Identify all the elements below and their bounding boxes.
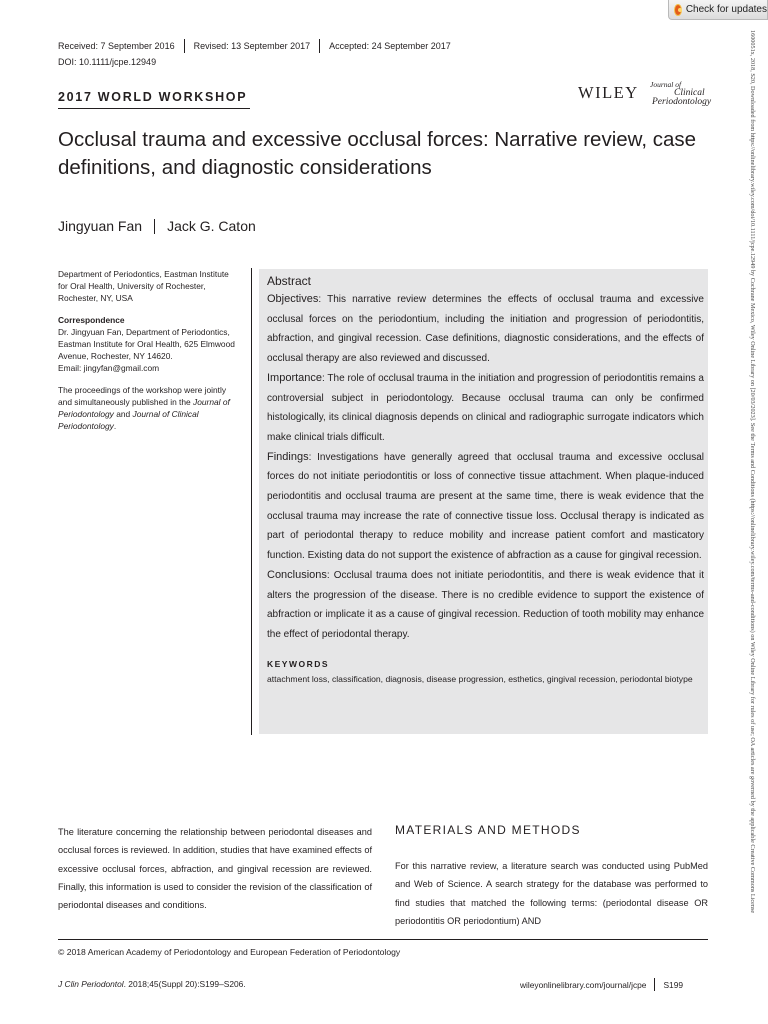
journal-website-link[interactable]: wileyonlinelibrary.com/journal/jcpe — [520, 979, 647, 990]
author-divider — [154, 219, 155, 234]
section-underline — [58, 108, 250, 109]
keywords: attachment loss, classification, diagnosis, disease progression, esthetics, gingival recession, periodontal biotype — [267, 673, 693, 684]
received-date: Received: 7 September 2016 — [58, 41, 175, 51]
department: Department of Periodontics, Eastman Institute for Oral Health, University of Rochester, Rochester, NY, USA — [58, 269, 229, 304]
abstract-conclusions: Conclusions: Occlusal trauma does not initiate periodontitis, and there is weak evidence that it alters the progression of the disease. There is no credible evidence to support the existence of abfraction or implicate it as a cause of gingival recession. Reduction of tooth mobility may enhance the effect of periodontal therapy. — [267, 568, 704, 640]
author-list — [58, 218, 256, 234]
abstract-box — [259, 269, 708, 734]
footer-site — [520, 978, 683, 991]
correspondence-label: Correspondence — [58, 314, 125, 325]
section-label: 2017 WORLD WORKSHOP — [58, 90, 248, 104]
crossmark-icon — [674, 4, 682, 16]
accepted-date: Accepted: 24 September 2017 — [329, 41, 451, 51]
publisher-logo: WILEY — [578, 83, 639, 102]
footer-divider — [654, 978, 655, 991]
date-divider — [184, 39, 185, 53]
check-for-updates-label: Check for updates — [685, 4, 767, 15]
abstract-importance: Importance: The role of occlusal trauma in the initiation and progression of periodontitis remains a controversial subject in periodontology. Because occlusal trauma can only be confirmed histologically, its clinical diagnosis depends on clinical and radiographic surrogate indicators which make clinical trials difficult. — [267, 371, 704, 443]
intro-paragraph: The literature concerning the relationship between periodontal diseases and occlusal forces is reviewed. In addition, studies that have examined effects of excessive occlusal forces, abfraction, and gingival recession are reviewed. Finally, this information is used to consider the revision of the classification of periodontal diseases and conditions. — [58, 827, 372, 911]
affiliation-column — [58, 268, 240, 441]
footer-rule — [58, 939, 708, 940]
check-for-updates-button[interactable] — [668, 0, 768, 20]
author-name[interactable]: Jack G. Caton — [167, 218, 256, 234]
download-notice: 1600051x, 2018, S20, Downloaded from https://onlinelibrary.wiley.com/doi/10.1111/jcpe.12949 by Cochrane Mexico, Wiley Online Library on [20/03/2023]. See the Terms and Conditions (https://onlinelibrary.wiley.com/terms-and-conditions) on Wiley Online Library for rules of use; OA articles are governed by the applicable Creative Commons License — [749, 30, 756, 914]
doi[interactable]: DOI: 10.1111/jcpe.12949 — [58, 57, 157, 67]
correspondence-address: Dr. Jingyuan Fan, Department of Periodontics, Eastman Institute for Oral Health, 625 Elmwood Avenue, Rochester, NY 14620. — [58, 326, 235, 362]
article-title: Occlusal trauma and excessive occlusal forces: Narrative review, case definitions, and diagnostic considerations — [58, 128, 697, 179]
abstract-heading: Abstract — [267, 274, 312, 288]
column-divider — [251, 268, 252, 735]
page-number: S199 — [663, 979, 684, 990]
copyright: © 2018 American Academy of Periodontology and European Federation of Periodontology — [58, 947, 401, 957]
article-dates — [58, 39, 451, 53]
date-divider — [319, 39, 320, 53]
revised-date: Revised: 13 September 2017 — [193, 41, 311, 51]
author-name[interactable]: Jingyuan Fan — [58, 218, 143, 234]
citation: J Clin Periodontol. 2018;45(Suppl 20):S199–S206. — [58, 979, 246, 989]
journal-logo: Journal of Clinical Periodontology — [650, 80, 712, 107]
abstract-findings: Findings: Investigations have generally agreed that occlusal trauma and excessive occlusal forces do not initiate periodontitis or loss of connective tissue attachment. When plaque-induced periodontitis and occlusal trauma are present at the same time, there is weak evidence that the occlusal trauma may increase the rate of connective tissue loss. Occlusal therapy is indicated as part of periodontal therapy to reduce mobility and increase patient comfort and masticatory function. Existing data do not support the existence of abfraction as a cause for gingival recession. — [267, 450, 704, 562]
proceedings-note: The proceedings of the workshop were jointly and simultaneously published in the Journal of Periodontology and Journal of Clinical Periodontology. — [58, 384, 230, 432]
methods-heading: MATERIALS AND METHODS — [395, 823, 581, 837]
methods-paragraph: For this narrative review, a literature search was conducted using PubMed and Web of Science. A search strategy for the database was performed to find studies that matched the following terms: (periodontal disease OR periodontitis OR periodontium) AND — [395, 861, 708, 926]
correspondence — [58, 314, 240, 375]
correspondence-email[interactable]: Email: jingyfan@gmail.com — [58, 363, 160, 374]
keywords-label: KEYWORDS — [267, 658, 330, 669]
abstract-objectives: Objectives: This narrative review determines the effects of occlusal trauma and excessive occlusal forces on the periodontium, including the initiation and progression of periodontitis, abfraction, and gingival recession. Case definitions, diagnostic considerations, and the effects of occlusal therapy are also reviewed and discussed. — [267, 293, 704, 365]
